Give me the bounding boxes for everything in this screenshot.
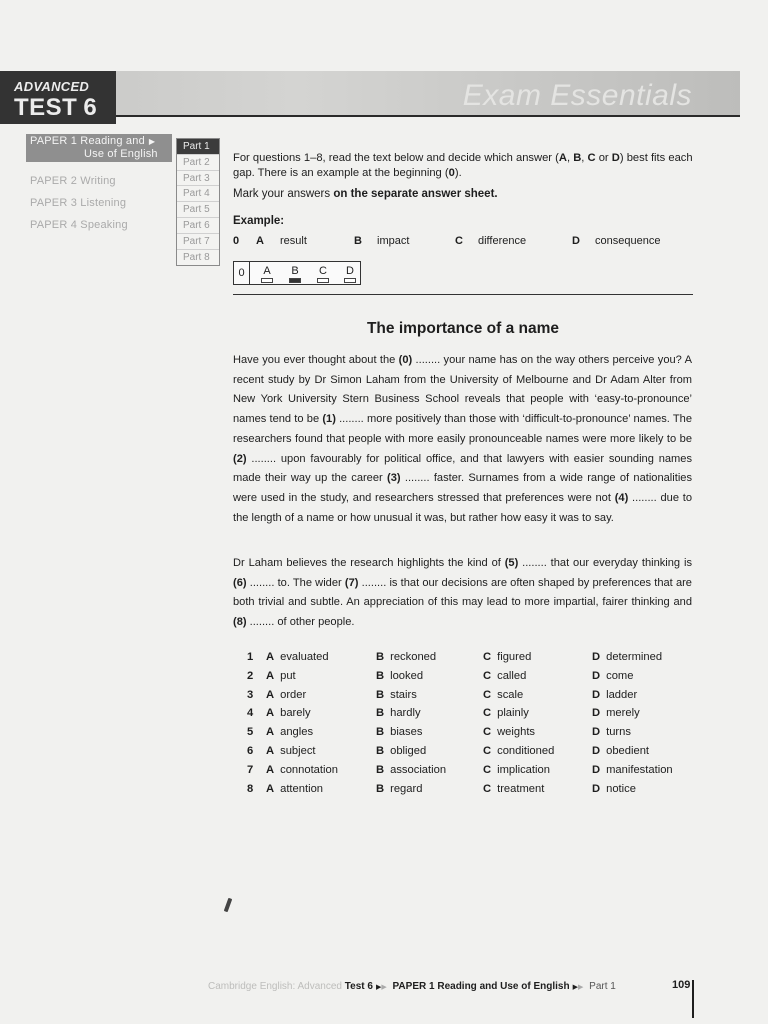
footer-series: Cambridge English: Advanced	[208, 981, 342, 992]
question-number: 6	[247, 744, 254, 757]
mark-text: Mark your answers	[233, 188, 334, 200]
footer-paper: PAPER 1	[392, 981, 435, 992]
option-letter: B	[376, 726, 385, 739]
option-text: order	[280, 688, 307, 701]
text-run: Dr Laham believes the research highlights the kind of	[233, 557, 505, 569]
part-item-4[interactable]: Part 4	[177, 186, 219, 202]
example-label: Example:	[233, 215, 285, 227]
option-b	[376, 764, 446, 776]
option-letter: A	[266, 707, 275, 720]
instr-letter-a: A	[558, 152, 567, 164]
question-row-1	[247, 651, 687, 670]
question-number: 5	[247, 726, 254, 739]
part-nav	[176, 138, 220, 266]
gap-5: (5)	[504, 557, 519, 569]
option-letter: B	[376, 651, 385, 663]
text-run: ........ of other people.	[246, 616, 355, 629]
answer-bubble-d[interactable]: D	[343, 265, 357, 277]
option-d	[592, 783, 636, 795]
option-a	[266, 707, 311, 719]
example-option-a: result	[280, 235, 307, 247]
example-row	[233, 235, 693, 251]
option-b	[376, 726, 422, 738]
option-text: treatment	[497, 782, 545, 795]
option-letter: D	[592, 651, 601, 663]
question-row-2	[247, 670, 687, 689]
option-text: put	[280, 669, 296, 682]
option-letter: B	[376, 782, 385, 795]
option-a	[266, 745, 316, 757]
option-letter: B	[376, 744, 385, 757]
test-word: TEST	[14, 94, 78, 121]
option-text: weights	[497, 726, 536, 739]
paper-item-label: PAPER 1 Reading and	[30, 135, 145, 147]
part-item-8[interactable]: Part 8	[183, 251, 210, 263]
options-table	[247, 651, 687, 801]
option-letter: A	[266, 744, 275, 757]
text-run: ........ your name has on the way others perceive you? A recent study by Dr Simon Laham from the University of Melbourne and Dr Adam Alter from New York University Stern Business School reveals that people with ‘easy-to-pronounce’ names tend to be	[233, 354, 692, 426]
option-d	[592, 670, 633, 682]
option-letter: D	[592, 688, 601, 701]
question-number: 8	[247, 782, 254, 795]
question-row-4	[247, 707, 687, 726]
arrow-right-icon: ▶▶	[572, 984, 584, 991]
option-text: notice	[606, 782, 636, 795]
example-answer-box	[233, 261, 361, 285]
option-text: conditioned	[497, 744, 555, 757]
text-run: ........ is that our decisions are often shaped by preferences that are both trivial and subtle. An appreciation of this may lead to more impartial, fairer thinking and	[233, 576, 692, 609]
article-paragraph-1	[233, 351, 692, 528]
gap-2: (2)	[233, 452, 247, 465]
option-letter: B	[376, 669, 385, 682]
question-number: 4	[247, 707, 254, 720]
option-letter: C	[483, 707, 492, 720]
option-a	[266, 689, 306, 701]
option-letter: A	[266, 651, 275, 663]
answer-bubble-a[interactable]: A	[260, 265, 274, 277]
option-text: obliged	[390, 744, 427, 757]
instr-text: ).	[454, 167, 462, 179]
instr-sep: ,	[581, 152, 588, 164]
example-letter-a: A	[256, 235, 264, 247]
option-d	[592, 745, 649, 757]
option-c	[483, 707, 529, 719]
option-letter: A	[266, 688, 275, 701]
instr-sep: ,	[566, 152, 574, 164]
part-item-5[interactable]: Part 5	[177, 202, 219, 218]
option-letter: C	[483, 688, 492, 701]
text-run: Have you ever thought about the	[233, 354, 399, 366]
option-letter: D	[592, 763, 601, 776]
footer	[208, 981, 616, 992]
option-text: turns	[606, 726, 631, 739]
option-text: called	[497, 669, 527, 682]
question-number: 7	[247, 763, 254, 776]
question-row-8	[247, 783, 687, 802]
option-text: obedient	[606, 744, 650, 757]
part-item-1[interactable]: Part 1	[177, 139, 219, 155]
part-item-2[interactable]: Part 2	[177, 155, 219, 171]
option-letter: C	[483, 763, 492, 776]
option-text: merely	[606, 707, 640, 720]
answer-bubble-c[interactable]: C	[316, 265, 330, 277]
test-number: 6	[83, 94, 98, 121]
answer-box-number: 0	[234, 262, 250, 284]
instr-letter-b: B	[573, 152, 582, 164]
option-d	[592, 689, 637, 701]
instr-letter-c: C	[587, 152, 596, 164]
footer-part: Part 1	[589, 981, 616, 992]
question-number: 3	[247, 688, 254, 701]
question-number: 2	[247, 669, 254, 682]
option-letter: A	[266, 726, 275, 739]
example-letter-c: C	[455, 235, 463, 247]
pencil-mark	[224, 898, 233, 913]
answer-bubble-b[interactable]: B	[288, 265, 302, 277]
option-a	[266, 670, 296, 682]
option-text: looked	[390, 669, 424, 682]
paper-item-label-line2: Use of English	[84, 148, 158, 160]
option-a	[266, 726, 313, 738]
gap-0: (0)	[398, 354, 413, 366]
part-item-6[interactable]: Part 6	[177, 218, 219, 234]
option-text: evaluated	[280, 651, 329, 663]
option-letter: D	[592, 707, 601, 720]
gap-7: (7)	[344, 576, 359, 589]
question-row-6	[247, 745, 687, 764]
option-d	[592, 726, 631, 738]
paper-item-writing[interactable]: PAPER 2 Writing	[30, 175, 116, 187]
option-text: attention	[280, 782, 324, 795]
option-d	[592, 651, 662, 663]
question-number: 1	[247, 651, 254, 663]
mark-bold-text: on the separate answer sheet.	[333, 188, 498, 200]
instr-or: or	[595, 152, 612, 164]
example-option-d: consequence	[595, 235, 661, 247]
arrow-right-icon: ▶▶	[375, 984, 387, 991]
option-d	[592, 707, 640, 719]
option-letter: C	[483, 651, 492, 663]
option-a	[266, 764, 338, 776]
task-instructions	[233, 151, 693, 181]
option-text: hardly	[390, 707, 421, 720]
option-b	[376, 707, 421, 719]
instr-zero: 0	[448, 167, 455, 179]
option-b	[376, 670, 423, 682]
test-badge	[0, 71, 116, 124]
option-b	[376, 745, 426, 757]
option-c	[483, 670, 526, 682]
option-b	[376, 689, 417, 701]
instr-text: For questions 1–8, read the text below and decide which answer (	[233, 152, 559, 164]
text-run: ........ faster. Surnames from a wide range of nationalities were used in the study, and researchers stressed that preferences were not	[233, 472, 693, 504]
gap-3: (3)	[387, 472, 401, 485]
option-letter: D	[592, 669, 601, 682]
example-letter-b: B	[354, 235, 362, 247]
question-row-3	[247, 689, 687, 708]
option-d	[592, 764, 673, 776]
paper-nav	[30, 134, 172, 236]
option-text: stairs	[390, 688, 417, 701]
option-letter: B	[376, 763, 385, 776]
option-letter: A	[266, 782, 275, 795]
text-run: ........ that our everyday thinking is	[518, 557, 692, 569]
article-paragraph-2	[233, 554, 692, 633]
option-text: barely	[280, 707, 311, 720]
instr-letter-d: D	[611, 152, 620, 164]
page-edge-line	[692, 980, 694, 1018]
page-number: 109	[672, 979, 691, 991]
paper-item-listening[interactable]: PAPER 3 Listening	[30, 197, 127, 209]
paper-item-speaking[interactable]: PAPER 4 Speaking	[30, 219, 128, 231]
option-letter: D	[592, 744, 601, 757]
option-c	[483, 764, 550, 776]
option-text: figured	[497, 651, 532, 663]
footer-test: Test 6	[344, 981, 373, 992]
divider	[233, 294, 693, 295]
advanced-label: ADVANCED	[14, 79, 90, 94]
option-text: plainly	[497, 707, 529, 720]
example-option-b: impact	[377, 235, 410, 247]
option-letter: C	[483, 744, 492, 757]
banner-watermark: Exam Essentials	[462, 79, 692, 112]
option-letter: A	[266, 763, 275, 776]
option-c	[483, 689, 523, 701]
option-text: scale	[497, 688, 524, 701]
text-run: ........ to. The wider	[246, 576, 345, 589]
option-text: determined	[606, 651, 663, 663]
option-c	[483, 745, 554, 757]
gap-8: (8)	[233, 616, 247, 629]
option-letter: A	[266, 669, 275, 682]
part-item-7[interactable]: Part 7	[177, 234, 219, 250]
question-row-7	[247, 764, 687, 783]
option-letter: D	[592, 782, 601, 795]
gap-6: (6)	[233, 576, 247, 589]
option-text: implication	[497, 763, 550, 776]
example-option-c: difference	[478, 235, 527, 247]
question-row-5	[247, 726, 687, 745]
option-letter: B	[376, 707, 385, 720]
option-text: biases	[390, 726, 423, 739]
part-item-3[interactable]: Part 3	[177, 171, 219, 187]
option-letter: C	[483, 726, 492, 739]
mark-instruction	[233, 188, 498, 200]
footer-paper-name: Reading and Use of English	[437, 981, 570, 992]
option-b	[376, 651, 436, 663]
example-number: 0	[233, 235, 240, 247]
text-run: ........ more positively than those with ‘difficult-to-pronounce’ names. The researchers found that people with more easily pronounceable names were more likely to be	[233, 413, 693, 445]
option-text: come	[606, 669, 634, 682]
instr-text: ) best fits each gap. There is an example at the beginning (	[233, 152, 693, 179]
text-run: ........ due to the length of a name or how unusual it was, but rather how easy it was to say.	[233, 491, 693, 524]
option-a	[266, 651, 329, 663]
option-text: subject	[280, 744, 316, 757]
option-letter: C	[483, 669, 492, 682]
gap-1: (1)	[322, 413, 336, 426]
option-c	[483, 726, 535, 738]
arrow-right-icon: ▶	[148, 137, 156, 146]
option-text: connotation	[280, 763, 338, 776]
option-text: angles	[280, 726, 314, 739]
option-text: manifestation	[606, 763, 673, 776]
option-letter: C	[483, 782, 492, 795]
option-letter: D	[592, 726, 601, 739]
article-title: The importance of a name	[366, 320, 560, 337]
option-text: regard	[390, 782, 423, 795]
example-letter-d: D	[572, 235, 580, 247]
option-a	[266, 783, 323, 795]
option-text: ladder	[606, 688, 638, 701]
option-text: reckoned	[390, 651, 437, 663]
option-letter: B	[376, 688, 385, 701]
option-b	[376, 783, 422, 795]
option-text: association	[390, 763, 447, 776]
text-run: ........ upon favourably for political office, and that lawyers with easier sounding names made their way up the career	[233, 452, 692, 485]
test-title	[14, 94, 97, 122]
option-c	[483, 651, 531, 663]
option-c	[483, 783, 544, 795]
gap-4: (4)	[614, 491, 629, 504]
paper-item-reading[interactable]	[26, 134, 172, 162]
